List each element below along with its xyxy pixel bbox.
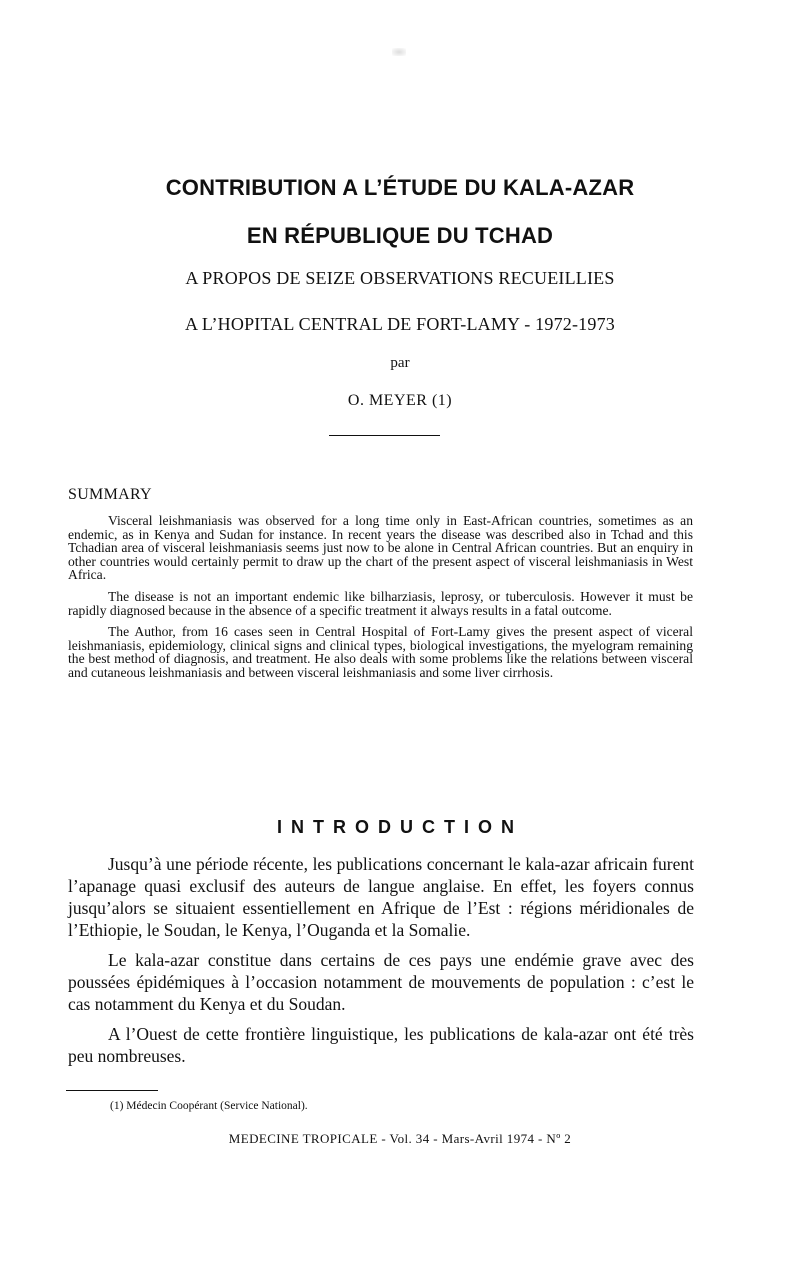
byline-par: par — [390, 355, 410, 371]
subtitle-line-2: A L’HOPITAL CENTRAL DE FORT-LAMY - 1972-1973 — [185, 314, 615, 334]
scan-speck — [392, 48, 406, 56]
body-paragraph: Le kala-azar constitue dans certains de ces pays une endémie grave avec des poussées épidémiques à l’occasion notamment de mouvements de population : c’est le cas notamment du Kenya et du Soudan. — [68, 950, 694, 1014]
journal-footer: MEDECINE TROPICALE - Vol. 34 - Mars-Avril 1974 - Nº 2 — [228, 1131, 572, 1146]
introduction-text — [68, 853, 694, 1075]
summary-paragraph: Visceral leishmaniasis was observed for a long time only in East-African countries, sometimes as an endemic, as in Kenya and Sudan for instance. In recent years the disease was described also in Tchad and this Tchadian area of visceral leishmaniasis seems just now to be alone in Central African countries. But an enquiry in other countries would certainly permit to draw up the chart of the present aspect of visceral leishmaniasis in West Africa. — [68, 513, 693, 583]
body-paragraph: Jusqu’à une période récente, les publications concernant le kala-azar africain furent l’apanage quasi exclusif des auteurs de langue anglaise. En effet, les foyers connus jusqu’alors se situaient essentiellement en Afrique de l’Est : régions méridionales de l’Ethiopie, le Soudan, le Kenya, l’Ouganda et la Somalie. — [68, 854, 694, 940]
title-line-2: EN RÉPUBLIQUE DU TCHAD — [246, 223, 554, 248]
summary-heading: SUMMARY — [68, 486, 152, 503]
footnote-divider — [66, 1090, 158, 1091]
title-divider — [329, 435, 440, 436]
author-name: O. MEYER (1) — [347, 392, 453, 409]
summary-paragraph: The disease is not an important endemic like bilharziasis, leprosy, or tuberculosis. However it must be rapidly diagnosed because in the absence of a specific treatment it always results in a fatal outcome. — [68, 588, 693, 618]
body-paragraph: A l’Ouest de cette frontière linguistique, les publications de kala-azar ont été très peu nombreuses. — [68, 1024, 694, 1066]
summary-paragraph: The Author, from 16 cases seen in Central Hospital of Fort-Lamy gives the present aspect of viceral leishmaniasis, epidemiology, clinical signs and clinical types, biological investigations, the myelogram remaining the best method of diagnosis, and treatment. He also deals with some problems like the relations between visceral and cutaneous leishmaniasis and between visceral leishmaniasis and some liver cirrhosis. — [68, 624, 693, 680]
summary-text — [68, 514, 693, 688]
title-line-1: CONTRIBUTION A L’ÉTUDE DU KALA-AZAR — [165, 175, 635, 200]
introduction-heading: INTRODUCTION — [277, 817, 523, 837]
footnote: (1) Médecin Coopérant (Service National). — [110, 1100, 308, 1112]
subtitle-line-1: A PROPOS DE SEIZE OBSERVATIONS RECUEILLIES — [185, 268, 615, 288]
